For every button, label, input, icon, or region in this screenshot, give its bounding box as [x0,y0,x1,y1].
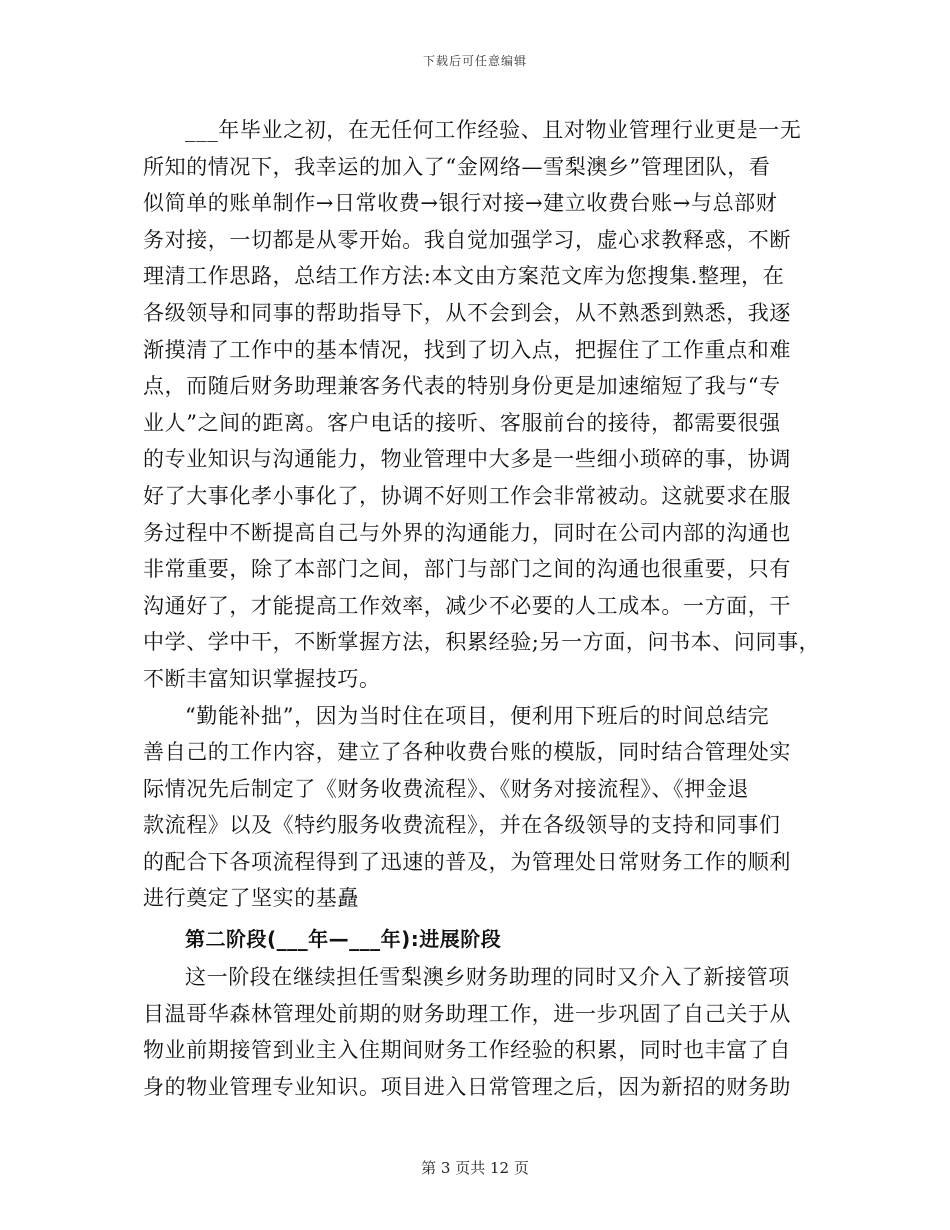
text-line: 善自己的工作内容，建立了各种收费台账的模版，同时结合管理处实 [143,740,791,765]
text-line: 款流程》以及《特约服务收费流程》，并在各级领导的支持和同事们 [143,813,781,838]
text-line: 中学、学中干，不断掌握方法，积累经验;另一方面，问书本、问同事， [143,630,821,655]
text-line: 身的物业管理专业知识。项目进入日常管理之后，因为新招的财务助 [143,1074,791,1099]
text-line: 理清工作思路，总结工作方法:本文由方案范文库为您搜集.整理，在 [143,264,785,289]
text-line: 目温哥华森林管理处前期的财务助理工作，进一步巩固了自己关于从 [143,1001,791,1026]
text-line: 的专业知识与沟通能力，物业管理中大多是一些细小琐碎的事，协调 [143,447,791,472]
paragraph-1 [143,112,821,698]
body-text [143,112,821,1105]
page-footer: 第 3 页共 12 页 [421,1159,529,1177]
text-line: ___年毕业之初，在无任何工作经验、且对物业管理行业更是一无 [185,118,802,142]
text-line: 这一阶段在继续担任雪梨澳乡财务助理的同时又介入了新接管项 [185,965,790,990]
text-line: 所知的情况下，我幸运的加入了“金网络—雪梨澳乡”管理团队，看 [143,154,771,179]
text-line: 各级领导和同事的帮助指导下，从不会到会，从不熟悉到熟悉，我逐 [143,300,791,325]
text-line: 务过程中不断提高自己与外界的沟通能力，同时在公司内部的沟通也 [143,520,791,545]
text-line: 非常重要，除了本部门之间，部门与部门之间的沟通也很重要，只有 [143,557,791,582]
paragraph-2 [143,698,813,918]
text-line: 务对接，一切都是从零开始。我自觉加强学习，虚心求教释惑，不断 [143,227,791,252]
text-line: 点，而随后财务助理兼客务代表的特别身份更是加速缩短了我与“专 [143,374,781,399]
text-line: “勤能补拙”，因为当时住在项目，便利用下班后的时间总结完 [185,703,770,728]
text-line: 好了大事化孝小事化了，协调不好则工作会非常被动。这就要求在服 [143,483,791,508]
paragraph-3 [143,959,813,1105]
text-line: 进行奠定了坚实的基矗 [143,886,359,911]
section-heading: 第二阶段(___年—___年):进展阶段 [185,927,502,952]
page-header: 下载后可任意编辑 [422,54,527,68]
text-line: 物业前期接管到业主入住期间财务工作经验的积累，同时也丰富了自 [143,1038,791,1063]
text-line: 的配合下各项流程得到了迅速的普及，为管理处日常财务工作的顺利 [143,849,791,874]
text-line: 沟通好了，才能提高工作效率，减少不必要的人工成本。一方面，干 [143,593,791,618]
text-line: 不断丰富知识掌握技巧。 [143,666,381,691]
text-line: 业人”之间的距离。客户电话的接听、客服前台的接待，都需要很强 [143,410,781,435]
text-line: 似简单的账单制作→日常收费→银行对接→建立收费台账→与总部财 [143,191,778,216]
text-line: 际情况先后制定了《财务收费流程》、《财务对接流程》、《押金退 [143,776,749,801]
text-line: 渐摸清了工作中的基本情况，找到了切入点，把握住了工作重点和难 [143,337,791,362]
